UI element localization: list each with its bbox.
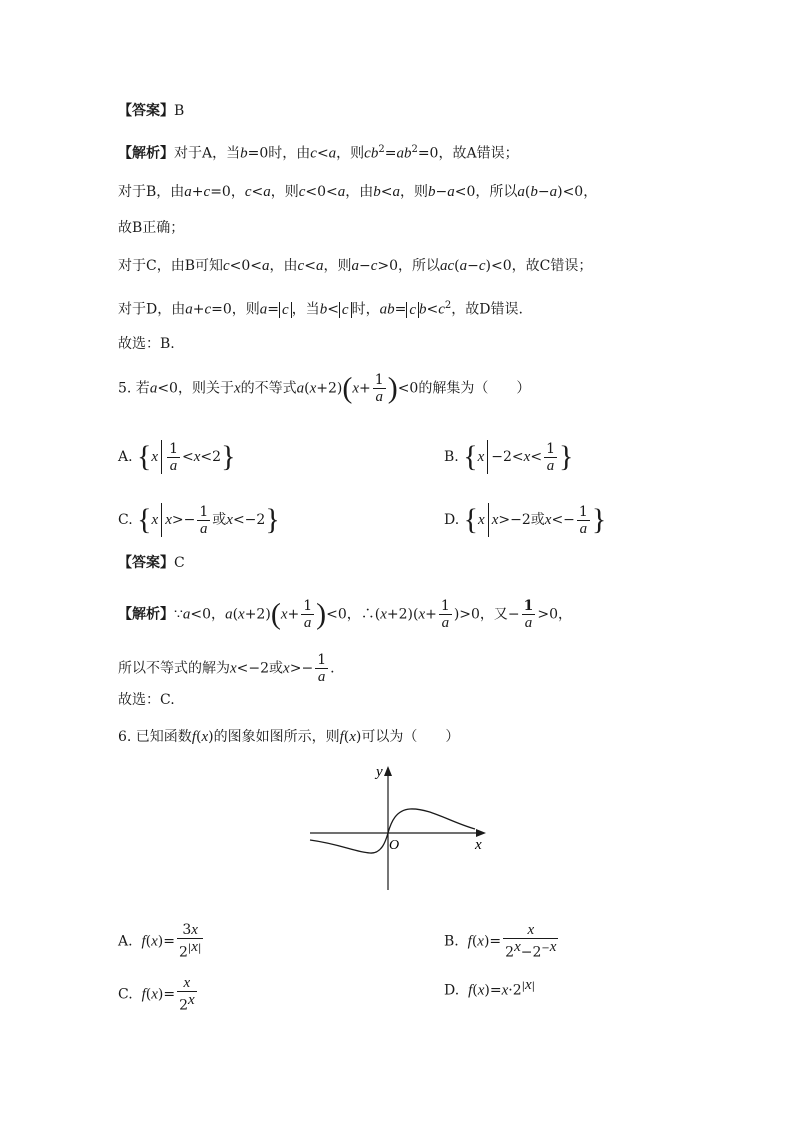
y-axis-arrow <box>384 766 392 776</box>
q5-analysis: 【解析】∵a<0，a(x+2)(x+ $\frac{1}{a}$ )<0，∴(x+2)(x+ $\frac{1}{a}$ )>0，又− $\frac{1}{a}$ >0， <box>118 597 573 631</box>
q5-analysis-2: 所以不等式的解为x<−2或x>− $\frac{1}{a}$ . <box>118 652 335 685</box>
analysis-label: 【解析】 <box>118 145 174 162</box>
q6-stem: 6. 已知函数f(x)的图象如图所示，则f(x)可以为（ ） <box>118 729 460 745</box>
q4-analysis-b1: 对于B，由a+c=0，c<a，则c<0<a，由b<a，则b−a<0，所以a(b−a)<0， <box>118 184 598 200</box>
q6-option-c[interactable]: C. f(x)= $\frac{x}{2^x}$ <box>118 975 195 1014</box>
q5-answer <box>118 553 185 573</box>
y-label: y <box>376 764 383 780</box>
q4-conclusion: 故选：B. <box>118 336 175 352</box>
x-label: x <box>475 837 482 853</box>
analysis-label: 【解析】 <box>118 606 174 623</box>
answer-value: B <box>174 103 185 119</box>
q5-option-a[interactable]: A. {x $\frac{1}{a}$ <x<2} <box>118 440 236 474</box>
q5-option-c[interactable]: C. {x x>− $\frac{1}{a}$ 或x<−2} <box>118 503 280 537</box>
q5-stem: 5. 若a<0，则关于x的不等式a(x+2)(x+ $\frac{1}{a}$ )<0的解集为（ ） <box>118 371 531 405</box>
q6-option-a[interactable]: A. f(x)= $\frac{3x}{2^{|x|}}$ <box>118 922 202 961</box>
function-graph <box>300 760 500 895</box>
q5-conclusion: 故选：C. <box>118 692 175 708</box>
answer-label: 【答案】 <box>118 103 174 119</box>
answer-label: 【答案】 <box>118 555 174 571</box>
q6-option-b[interactable]: B. f(x)= $\frac{x}{2^x-2^{-x}}$ <box>444 922 557 961</box>
q5-option-d[interactable]: D. {x x>−2或x<− $\frac{1}{a}$ } <box>444 503 607 537</box>
origin-label: O <box>389 838 400 853</box>
q4-analysis-c: 对于C，由B可知c<0<a，由c<a，则a−c>0，所以ac(a−c)<0，故C错误； <box>118 258 593 274</box>
x-axis-arrow <box>476 829 486 837</box>
q6-option-d[interactable]: D. $f(x)=x\cdot 2^{|x|}$ <box>444 977 536 999</box>
answer-value: C <box>174 555 185 571</box>
q5-option-b[interactable]: B. {x −2<x< $\frac{1}{a}$ } <box>444 440 574 474</box>
q4-analysis-a: 【解析】对于A，当b=0时，由c<a，则$cb^2=ab^2=0$，故A错误； <box>118 144 519 162</box>
q4-analysis-d: 对于D，由a+c=0，则a= c ，当b< c 时，ab= c $b<c^2$，故D错误. <box>118 300 523 318</box>
q4-answer <box>118 101 184 121</box>
q4-analysis-b2: 故B正确； <box>118 220 185 236</box>
